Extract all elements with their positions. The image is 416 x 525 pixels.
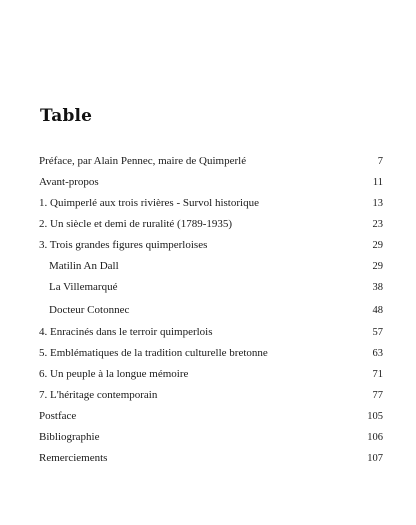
toc-entry-bibliographie bbox=[39, 427, 383, 448]
toc-entry-page-number: 105 bbox=[367, 411, 383, 422]
toc-entry-page-number: 38 bbox=[372, 282, 383, 293]
toc-subentry-docteur-cotonnec bbox=[39, 298, 383, 322]
toc-entry-label: 4. Enracinés dans le terroir quimperlois bbox=[39, 326, 213, 338]
toc-entry-label: Matilin An Dall bbox=[49, 260, 119, 272]
table-of-contents bbox=[39, 151, 383, 469]
toc-entry-label: 6. Un peuple à la longue mémoire bbox=[39, 368, 189, 380]
toc-entry-label: Postface bbox=[39, 410, 77, 422]
toc-entry-remerciements bbox=[39, 448, 383, 469]
toc-entry-page-number: 29 bbox=[372, 240, 383, 251]
toc-entry-chapter-6 bbox=[39, 364, 383, 385]
toc-entry-label: Remerciements bbox=[39, 452, 108, 464]
toc-entry-chapter-2 bbox=[39, 214, 383, 235]
toc-entry-page-number: 13 bbox=[372, 198, 383, 209]
toc-entry-page-number: 106 bbox=[367, 432, 383, 443]
toc-entry-label: 5. Emblématiques de la tradition culturelle bretonne bbox=[39, 347, 268, 359]
toc-entry-page-number: 48 bbox=[372, 305, 383, 316]
toc-entry-page-number: 11 bbox=[372, 177, 383, 188]
toc-entry-label: Docteur Cotonnec bbox=[49, 304, 130, 316]
toc-subentry-matilin-an-dall bbox=[39, 256, 383, 277]
toc-entry-chapter-3 bbox=[39, 235, 383, 256]
toc-entry-label: Avant-propos bbox=[39, 176, 99, 188]
toc-entry-page-number: 71 bbox=[372, 369, 383, 380]
toc-subentry-la-villemarque bbox=[39, 277, 383, 298]
toc-entry-label: Bibliographie bbox=[39, 431, 100, 443]
toc-entry-label: Préface, par Alain Pennec, maire de Quimperlé bbox=[39, 155, 247, 167]
toc-entry-chapter-5 bbox=[39, 343, 383, 364]
toc-entry-avant-propos bbox=[39, 172, 383, 193]
page-title: Table bbox=[40, 106, 93, 126]
toc-entry-page-number: 57 bbox=[372, 327, 383, 338]
toc-entry-page-number: 7 bbox=[377, 156, 383, 167]
toc-entry-chapter-1 bbox=[39, 193, 383, 214]
toc-entry-label: La Villemarqué bbox=[49, 281, 118, 293]
toc-entry-page-number: 107 bbox=[367, 453, 383, 464]
toc-entry-page-number: 77 bbox=[372, 390, 383, 401]
toc-entry-label: 7. L'héritage contemporain bbox=[39, 389, 158, 401]
toc-entry-label: 2. Un siècle et demi de ruralité (1789-1935) bbox=[39, 218, 233, 230]
toc-entry-chapter-7 bbox=[39, 385, 383, 406]
toc-entry-preface bbox=[39, 151, 383, 172]
toc-entry-page-number: 23 bbox=[372, 219, 383, 230]
toc-entry-page-number: 29 bbox=[372, 261, 383, 272]
toc-entry-page-number: 63 bbox=[372, 348, 383, 359]
toc-entry-postface bbox=[39, 406, 383, 427]
toc-entry-label: 1. Quimperlé aux trois rivières - Survol historique bbox=[39, 197, 259, 209]
toc-entry-label: 3. Trois grandes figures quimperloises bbox=[39, 239, 208, 251]
toc-entry-chapter-4 bbox=[39, 322, 383, 343]
